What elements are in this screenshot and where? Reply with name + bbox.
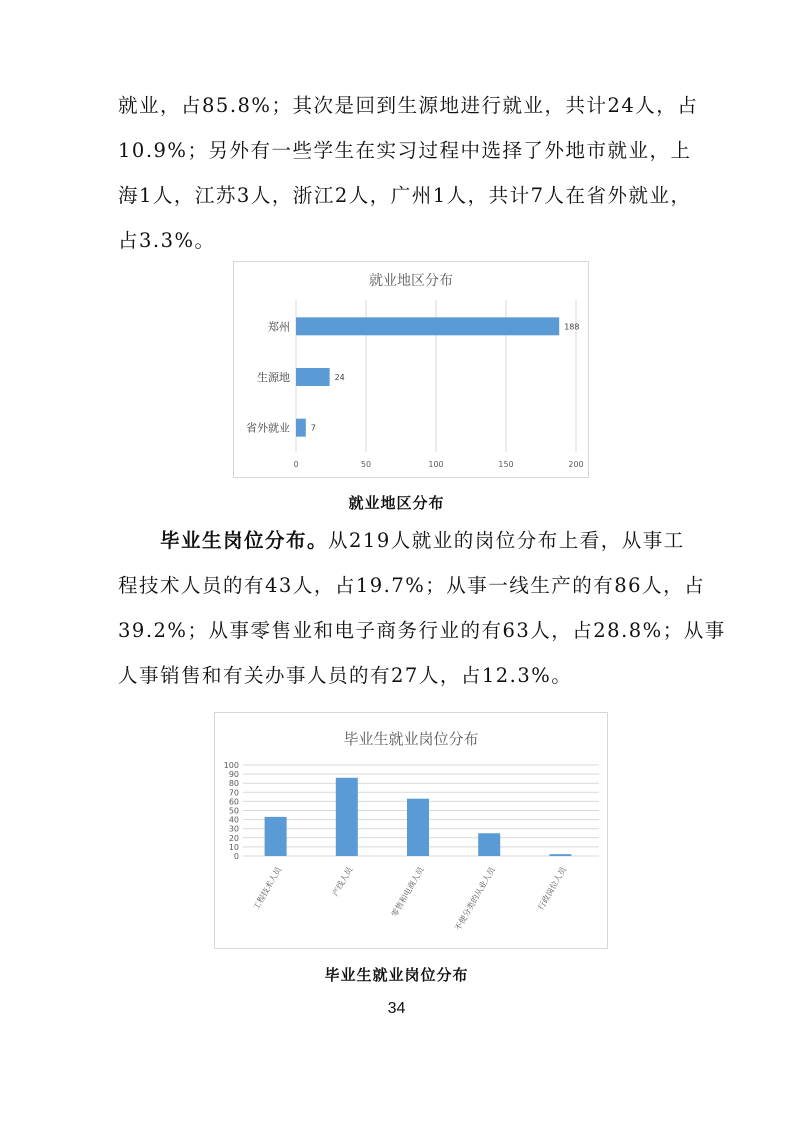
paragraph-job-distribution xyxy=(118,518,726,698)
y-tick-label: 70 xyxy=(228,788,239,798)
x-tick-label: 100 xyxy=(428,460,444,469)
paragraph-employment-region xyxy=(118,83,699,263)
bar xyxy=(478,833,500,856)
y-tick-label: 30 xyxy=(228,824,239,834)
category-label: 不便分类的从业人员 xyxy=(453,865,497,933)
section-lead: 毕业生岗位分布。 xyxy=(160,529,329,552)
chart-title: 毕业生就业岗位分布 xyxy=(343,730,479,748)
chart-employment-region xyxy=(233,261,589,478)
chart-job-distribution xyxy=(214,712,608,949)
category-label: 产线人员 xyxy=(330,865,355,898)
y-tick-label: 0 xyxy=(233,852,239,861)
y-tick-label: 40 xyxy=(228,815,239,825)
category-label: 工程技术人员 xyxy=(251,865,284,912)
text-line: 10.9%；另外有一些学生在实习过程中选择了外地市就业，上 xyxy=(118,139,692,162)
y-tick-label: 80 xyxy=(228,779,239,789)
y-tick-label: 10 xyxy=(228,842,239,852)
bar xyxy=(549,854,571,856)
text-line xyxy=(118,518,688,563)
data-label: 24 xyxy=(334,373,345,382)
chart-title: 就业地区分布 xyxy=(369,273,453,289)
category-label: 零售和电商人员 xyxy=(389,865,426,919)
chart-caption: 毕业生就业岗位分布 xyxy=(324,966,469,984)
x-tick-label: 50 xyxy=(360,460,372,469)
text-line: 人事销售和有关办事人员的有27人，占12.3%。 xyxy=(118,664,573,687)
y-tick-label: 60 xyxy=(228,797,239,807)
y-tick-label: 20 xyxy=(228,833,239,843)
text-line: 程技术人员的有43人，占19.7%；从事一线生产的有86人，占 xyxy=(118,574,706,597)
bar xyxy=(296,368,330,386)
x-tick-label: 0 xyxy=(293,460,299,469)
chart-caption: 就业地区分布 xyxy=(348,494,445,512)
text-segment: 从219人就业的岗位分布上看，从事工 xyxy=(328,529,685,552)
data-label: 7 xyxy=(310,423,316,433)
y-tick-label: 50 xyxy=(228,806,239,816)
x-tick-label: 200 xyxy=(568,460,584,469)
category-label: 行政岗位人员 xyxy=(536,865,569,912)
page-number: 34 xyxy=(387,1000,406,1017)
chart-employment-region-svg xyxy=(234,262,588,477)
text-line: 39.2%；从事零售业和电子商务行业的有63人，占28.8%；从事 xyxy=(118,619,726,642)
bar xyxy=(407,799,429,856)
category-label: 省外就业 xyxy=(246,421,290,435)
chart-job-distribution-svg xyxy=(215,713,607,948)
x-tick-label: 150 xyxy=(498,460,514,469)
text-line: 占3.3%。 xyxy=(118,229,216,252)
text-line: 就业，占85.8%；其次是回到生源地进行就业，共计24人，占 xyxy=(118,94,699,117)
y-tick-label: 90 xyxy=(228,770,239,780)
category-label: 生源地 xyxy=(257,371,290,384)
bar xyxy=(296,317,559,335)
text-line: 海1人，江苏3人，浙江2人，广州1人，共计7人在省外就业， xyxy=(118,184,692,207)
y-tick-label: 100 xyxy=(223,761,239,770)
bar xyxy=(265,817,287,856)
bar xyxy=(296,419,306,437)
category-label: 郑州 xyxy=(268,320,290,334)
bar xyxy=(336,778,358,856)
data-label: 188 xyxy=(564,322,580,332)
